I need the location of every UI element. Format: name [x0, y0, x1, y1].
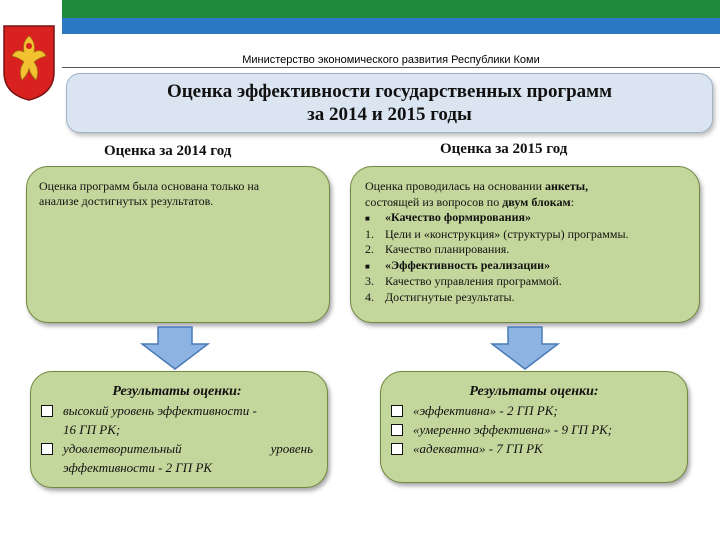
title-line-1: Оценка эффективности государственных программ [166, 81, 613, 102]
list-text: Цели и «конструкция» (структуры) программы. [385, 226, 629, 241]
coat-of-arms-icon [0, 22, 58, 102]
left-method-box [26, 166, 330, 323]
down-arrow-icon [140, 326, 210, 370]
checkbox-bullet-icon [391, 405, 403, 417]
result-item [391, 439, 677, 458]
intro-text: : [570, 194, 575, 209]
left-heading: Оценка за 2014 год [104, 143, 232, 159]
list-text: Качество управления программой. [385, 274, 562, 288]
list-item [365, 274, 699, 290]
results-title: Результаты оценки: [112, 384, 242, 399]
result-item [41, 401, 313, 420]
list-item [365, 258, 699, 275]
flag-stripe-blue [62, 18, 720, 34]
intro-text: состоящей из вопросов по [365, 194, 503, 209]
left-text-line: анализе достигнутых результатов. [39, 194, 214, 208]
checkbox-bullet-icon [41, 443, 53, 455]
result-text: эффективности - 2 ГП РК [63, 460, 213, 475]
checkbox-bullet-icon [391, 424, 403, 436]
checkbox-bullet-icon [391, 443, 403, 455]
intro-text: Оценка проводилась на основании [365, 179, 546, 193]
intro-bold: двум блокам [502, 194, 571, 209]
flag-stripe-green [62, 0, 720, 18]
list-text: Качество планирования. [385, 242, 510, 256]
list-text: «Качество формирования» [385, 210, 531, 224]
right-intro-line-1 [365, 179, 699, 195]
list-item [365, 210, 699, 227]
result-item [391, 401, 677, 420]
list-item [365, 290, 699, 306]
result-text: удовлетворительный уровень [63, 441, 313, 456]
list-number: 2. [365, 242, 374, 256]
result-item [41, 439, 313, 458]
list-number: 3. [365, 274, 374, 288]
list-text: «Эффективность реализации» [385, 257, 551, 272]
result-text: «умеренно эффективна» - 9 ГП РК; [413, 422, 613, 437]
header-divider [62, 67, 720, 68]
result-text: 16 ГП РК; [63, 422, 121, 437]
right-method-box [350, 166, 700, 323]
result-item-cont [41, 420, 313, 439]
result-item-cont [41, 458, 313, 477]
result-item [391, 420, 677, 439]
list-text: Достигнутые результаты. [385, 289, 515, 304]
right-heading: Оценка за 2015 год [440, 141, 568, 157]
title-banner [66, 73, 713, 133]
right-results-box [380, 371, 688, 483]
list-item [365, 242, 699, 258]
intro-bold: анкеты, [545, 179, 589, 193]
result-text: высокий уровень эффективности - [63, 403, 257, 418]
list-item [365, 227, 699, 243]
list-number: 4. [365, 289, 374, 304]
list-number: 1. [365, 226, 374, 241]
checkbox-bullet-icon [41, 405, 53, 417]
ministry-name: Министерство экономического развития Республики Коми [242, 54, 540, 66]
bullet-square-icon: ■ [365, 214, 370, 223]
left-results-box [30, 371, 328, 488]
result-text: «эффективна» - 2 ГП РК; [413, 403, 558, 418]
title-line-2: за 2014 и 2015 годы [307, 104, 472, 125]
results-title: Результаты оценки: [469, 384, 599, 399]
result-text: «адекватна» - 7 ГП РК [413, 441, 543, 456]
down-arrow-icon [490, 326, 560, 370]
right-intro-line-2 [365, 195, 699, 211]
bullet-square-icon: ■ [365, 261, 370, 271]
left-text-line: Оценка программ была основана только на [39, 179, 260, 193]
